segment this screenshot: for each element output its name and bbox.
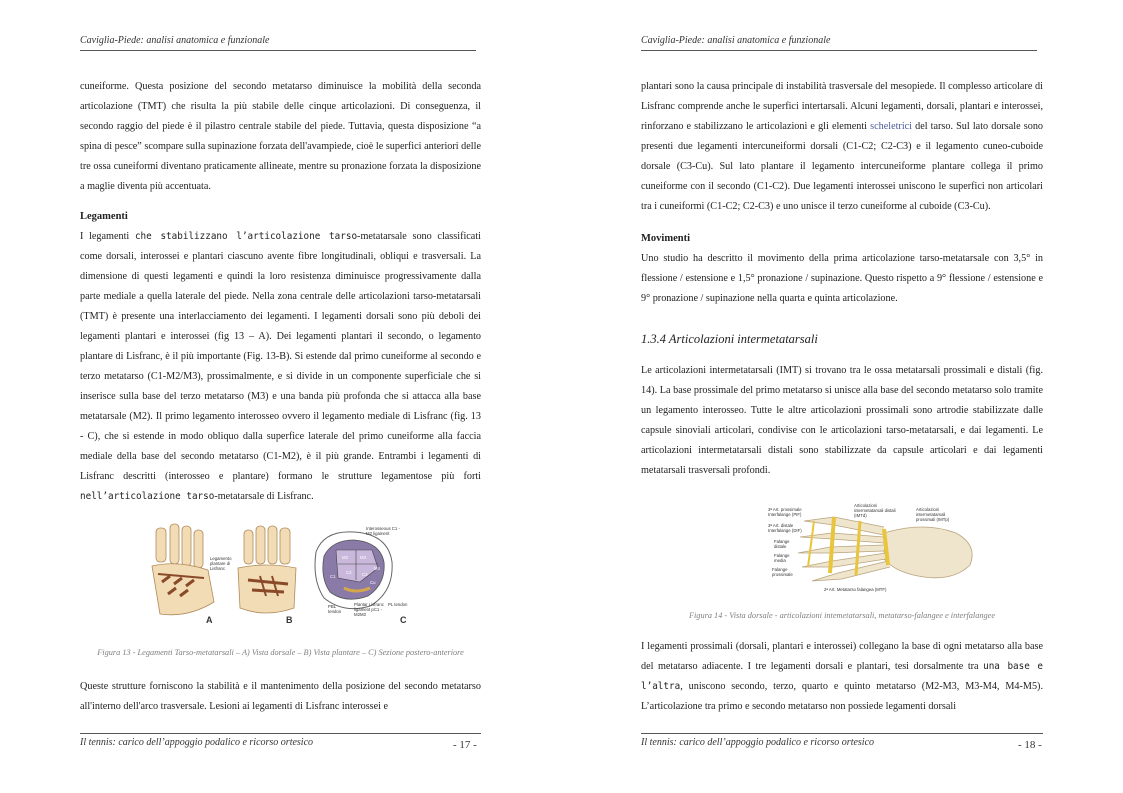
section-title: 1.3.4 Articolazioni intermetatarsali xyxy=(641,332,818,346)
running-header: Caviglia-Piede: analisi anatomica e funzionale xyxy=(641,35,831,46)
label-imtd: Articolazioni intermetatarsali distali (IMTd) xyxy=(854,503,896,518)
panel-c-cross-section xyxy=(315,532,392,609)
paragraph xyxy=(641,77,1043,217)
text-run: -metatarsale sono classificati come dorsali, interossei e plantari ciascuno avente fibre longitudinali, obliqui e trasversali. La dimensione di questi legamenti e quindi la loro resistenza diminuisce progressivamente dalla parte mediale a quella laterale del piede. Nella zona centrale delle articolazioni tarso-metatarsali (TMT) è presente una interlacciamento dei legamenti. I legamenti dorsali sono più deboli dei legamenti plantari e interossei (fig 13 – A). Dei legamenti plantari il secondo, o legamento plantare di Lisfranc, è il più importante (Fig. 13-B). Si estende dal primo cuneiforme al secondo e terzo metatarso (C1-M2/M3), prossimalmente, e si divide in un componente superficiale che si inserisce sulla base del terzo metatarso (M3) e una banda più profonda che si attacca alla base metatarsale (M2). Il primo legamento interosseo ovvero il legamento mediale di Lisfranc (fig. 13 - C), che si estende in modo obliquo dalla superfice laterale del primo cuneiforme alla faccia mediale della base del secondo metatarso (C1-M2), è il più grande. Entrambi i legamenti di Lisfranc descritti (interosseo e plantare) formano le strutture legamentose più forti xyxy=(80,231,481,482)
label-pl-tendon: PL tendon xyxy=(388,602,408,607)
paragraph: Queste strutture forniscono la stabilità e il mantenimento della posizione del secondo metatarso all'interno dell'arco trasversale. Lesioni ai legamenti di Lisfranc interossei e xyxy=(80,681,481,712)
label-interosseous: Interosseous C1 - M2 ligament xyxy=(366,526,400,536)
label-m3: M3 xyxy=(360,555,366,560)
panel-label-a: A xyxy=(206,615,213,625)
figure-14 xyxy=(734,503,982,593)
right-page xyxy=(562,0,1123,793)
label-pbl-tendon: PBL tendon xyxy=(328,604,342,614)
figure-13-caption: Figura 13 - Legamenti Tarso-metatarsali – A) Vista dorsale – B) Vista plantare – C) Sezione postero-anteriore xyxy=(97,648,464,657)
label-plantar: Plantar Lisfranc ligament pC1 - M2M3 xyxy=(354,602,384,617)
page-number: - 17 - xyxy=(453,739,477,751)
header-rule xyxy=(80,50,476,51)
panel-label-c: C xyxy=(400,615,407,625)
label-falange-prossimale: Falange prossimale xyxy=(772,567,793,577)
paragraph: Le articolazioni intermetatarsali (IMT) si trovano tra le ossa metatarsali prossimali e distali (fig. 14). La base prossimale del primo metatarso si unisce alla base del secondo metatarso solo tramite un legamento interosseo. Tutte le altre articolazioni prossimali sono artrodie stabilizzate dalle capsule sinoviali articolari, condivise con le articolazioni tarso-metatarsali, e dai legamenti. Le articolazioni intermetatarsali distali sono stabilizzate da capsule articolari e dai legamenti metatarsali trasversali profondi. xyxy=(641,365,1043,476)
text-run: I legamenti xyxy=(80,231,135,242)
paragraph: Uno studio ha descritto il movimento della prima articolazione tarso-metatarsale con 3,5° in flessione / estensione e 1,5° pronazione / supinazione. Questo rispetto a 9° flessione / estensione e 9° pronazione / supinazione nella quarta e quinta articolazione. xyxy=(641,253,1043,304)
label-m4: M4 xyxy=(374,566,380,571)
page-number: - 18 - xyxy=(1018,739,1042,751)
header-rule xyxy=(641,50,1037,51)
panel-a-dorsal-foot xyxy=(152,524,214,615)
label-dif: 3ª Art. distale Interfalange (DIF) xyxy=(768,523,802,533)
figure-14-caption: Figura 14 - Vista dorsale - articolazioni intemetatarsali, metatarso-falangee e interfalangee xyxy=(688,611,996,620)
label-falange-media: Falange media xyxy=(774,553,790,563)
running-footer: Il tennis: carico dell’appoggio podalico e ricorso ortesico xyxy=(641,737,875,748)
text-run: -metatarsale di Lisfranc. xyxy=(214,491,314,502)
label-cu: Cu xyxy=(370,580,376,585)
label-c1: C1 xyxy=(330,574,336,579)
body-text xyxy=(641,77,1043,481)
body-text xyxy=(80,677,481,717)
heading-movimenti: Movimenti xyxy=(641,233,690,244)
text-run: Il complesso articolare di Lisfranc comprende anche le superfici intertarsali. Alcuni legamenti, dorsali, plantari e interossei, rinforzano e stabilizzano le articolazioni e gli elementi xyxy=(641,81,1043,132)
label-lisfranc: Legamento plantare di Lisfranc xyxy=(210,556,232,571)
text-run: plantari sono la causa principale di instabilità trasversale del mesopiede. xyxy=(641,81,940,92)
label-m2: M2 xyxy=(342,555,348,560)
text-run: I legamenti prossimali (dorsali, plantari e interossei) collegano la base di ogni metatarso alla base del metatarso adiacente. I tre legamenti dorsali e plantari, tesi dorsalmente tra xyxy=(641,641,1043,672)
text-run: , uniscono secondo, terzo, quarto e quinto metatarso (M2-M3, M3-M4, M4-M5). L’articolazione tra primo e secondo metatarso non possiede legamenti dorsali xyxy=(641,681,1043,712)
body-text xyxy=(641,637,1043,717)
body-text xyxy=(80,77,481,507)
text-run: del tarso. Sul lato dorsale sono presenti due legamenti intercuneiformi dorsali (C1-C2; C2-C3) e il legamento cuneo-cuboide dorsale (C3-Cu). Sul lato plantare il legamento intercuneiforme plantare collega il primo cuneiforme con il secondo (C1-C2). Due legamenti interossei uniscono le superfici non articolari tra i cuneiformi (C1-C2; C2-C3) e uno unisce il terzo cuneiforme al cuboide (C3-Cu). xyxy=(641,121,1044,212)
label-c2: C2 xyxy=(346,570,352,575)
panel-label-b: B xyxy=(286,615,293,625)
text-run: scheletrici xyxy=(870,121,912,132)
paragraph xyxy=(641,637,1043,717)
label-pif: 3ª Art. prossimale Interfalange (PIF) xyxy=(768,507,802,517)
running-footer: Il tennis: carico dell’appoggio podalico e ricorso ortesico xyxy=(80,737,314,748)
footer-rule xyxy=(641,733,1043,734)
left-page xyxy=(0,0,561,793)
paragraph: cuneiforme. Questa posizione del secondo metatarso diminuisce la mobilità della seconda articolazione (TMT) che risulta la più stabile delle cinque articolazioni. Di conseguenza, il secondo raggio del piede è il pilastro centrale stabile del piede. Tuttavia, questa disposizione “a spina di pesce” scompare sulla supinazione forzata dell'avampiede, cioè le superfici anteriori delle tre ossa cuneiformi diventano praticamente allineate, mentre su pronazione forzata la disposizione a maglie diventa più accentuata. xyxy=(80,81,481,192)
text-run: nell’articolazione tarso xyxy=(80,491,215,502)
figure-13 xyxy=(148,522,418,630)
label-imtp: Articolazioni intermetatarsali prossimali (IMTp) xyxy=(916,507,950,522)
label-mtf: 2ª Art. Metatarso falangea (MTF) xyxy=(824,587,887,592)
text-run: una base e l’altra xyxy=(641,661,1043,692)
text-run: che stabilizzano l’articolazione tarso xyxy=(134,231,358,242)
panel-b-plantar-foot xyxy=(238,526,296,613)
heading-legamenti: Legamenti xyxy=(80,211,128,222)
label-c3: C3 xyxy=(362,572,368,577)
paragraph xyxy=(80,227,481,507)
footer-rule xyxy=(80,733,481,734)
label-falange-distale: Falange distale xyxy=(774,539,790,549)
running-header: Caviglia-Piede: analisi anatomica e funzionale xyxy=(80,35,270,46)
